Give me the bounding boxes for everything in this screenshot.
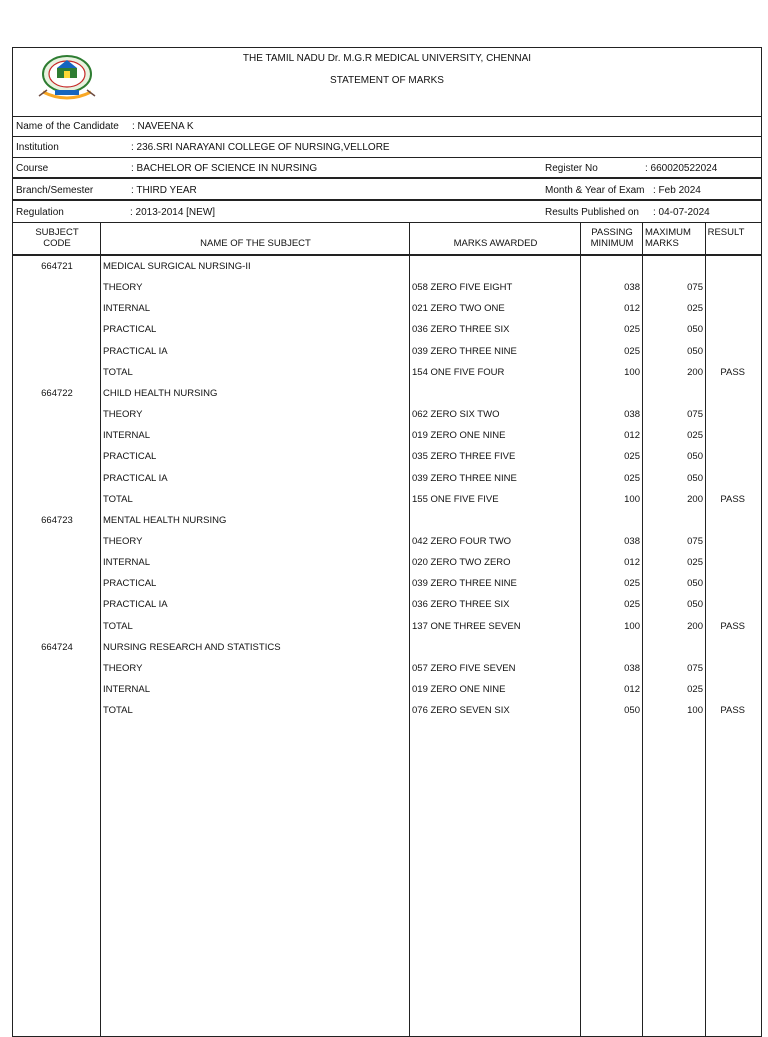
maximum-marks-header-line1: MAXIMUM [645,227,691,238]
table-row [13,532,761,553]
result-cell: PASS [720,493,745,505]
table-row [13,257,761,278]
university-name: THE TAMIL NADU Dr. M.G.R MEDICAL UNIVERSITY, CHENNAI [242,53,532,64]
marks-awarded-cell: 062 ZERO SIX TWO [412,409,500,421]
table-row [13,553,761,574]
subject-name-cell: TOTAL [103,366,133,378]
marks-awarded-header: MARKS AWARDED [453,238,538,249]
subject-name-cell: PRACTICAL IA [103,345,168,357]
passing-minimum-cell: 100 [624,493,640,505]
exam-value: : Feb 2024 [653,185,701,196]
subject-name-cell: THEORY [103,662,143,674]
regulation-label: Regulation [16,207,64,218]
passing-minimum-cell: 012 [624,303,640,315]
branch-label: Branch/Semester [16,185,94,196]
table-row [13,595,761,616]
marks-awarded-cell: 058 ZERO FIVE EIGHT [412,282,513,294]
passing-minimum-cell: 100 [624,620,640,632]
marks-awarded-cell: 036 ZERO THREE SIX [412,599,510,611]
table-row [13,659,761,680]
marks-awarded-cell: 019 ZERO ONE NINE [412,430,506,442]
subject-name-cell: THEORY [103,535,143,547]
subject-name-header: NAME OF THE SUBJECT [200,238,311,249]
subject-name-cell: INTERNAL [103,557,150,569]
subject-name-cell: INTERNAL [103,430,150,442]
subject-name-cell: PRACTICAL IA [103,472,168,484]
marks-awarded-cell: 076 ZERO SEVEN SIX [412,705,510,717]
subject-name-cell: PRACTICAL [103,451,157,463]
passing-minimum-cell: 012 [624,557,640,569]
table-row [13,490,761,511]
maximum-marks-cell: 025 [687,303,703,315]
table-row [13,701,761,722]
subject-name-cell: PRACTICAL IA [103,599,168,611]
passing-minimum-cell: 025 [624,599,640,611]
exam-label: Month & Year of Exam [545,185,645,196]
subject-name-cell: CHILD HEALTH NURSING [103,387,218,399]
results-value: : 04-07-2024 [653,207,710,218]
table-row [13,363,761,384]
result-cell: PASS [720,705,745,717]
maximum-marks-cell: 025 [687,557,703,569]
passing-minimum-cell: 025 [624,324,640,336]
candidate-name-label: Name of the Candidate [16,121,119,132]
subject-name-cell: INTERNAL [103,684,150,695]
passing-minimum-header-line2: MINIMUM [590,238,634,249]
marks-awarded-cell: 155 ONE FIVE FIVE [412,493,499,505]
maximum-marks-cell: 075 [687,409,703,421]
subject-code-cell: 664721 [41,261,73,272]
subject-code-header-line1: SUBJECT [35,227,79,238]
table-row [13,278,761,299]
passing-minimum-cell: 038 [624,282,640,294]
marks-awarded-cell: 039 ZERO THREE NINE [412,578,517,590]
marks-awarded-cell: 039 ZERO THREE NINE [412,345,517,357]
passing-minimum-header-line1: PASSING [591,227,633,238]
candidate-name-value: : NAVEENA K [132,121,194,132]
course-label: Course [16,163,49,174]
maximum-marks-cell: 100 [687,705,703,717]
table-row [13,511,761,532]
subject-name-cell: THEORY [103,409,143,421]
marks-awarded-cell: 036 ZERO THREE SIX [412,324,510,336]
institution-row [13,137,761,158]
table-row [13,680,761,701]
passing-minimum-header [581,227,643,249]
branch-value: : THIRD YEAR [131,185,197,196]
subject-name-cell: INTERNAL [103,303,150,315]
subject-name-cell: TOTAL [103,620,133,632]
register-value: : 660020522024 [645,163,718,174]
subject-name-cell: TOTAL [103,705,133,717]
marks-awarded-cell: 020 ZERO TWO ZERO [412,557,511,569]
institution-label: Institution [16,142,59,153]
marks-awarded-cell: 039 ZERO THREE NINE [412,472,517,484]
branch-row [13,180,761,201]
maximum-marks-cell: 050 [687,578,703,590]
subject-name-cell: PRACTICAL [103,578,157,590]
results-label: Results Published on [545,207,639,218]
maximum-marks-cell: 075 [687,282,703,294]
maximum-marks-header [643,227,707,249]
table-row [13,405,761,426]
course-value: : BACHELOR OF SCIENCE IN NURSING [131,163,318,174]
table-row [13,299,761,320]
marks-awarded-cell: 042 ZERO FOUR TWO [412,535,512,547]
subject-name-cell: TOTAL [103,493,133,505]
result-cell: PASS [720,366,745,378]
marks-awarded-cell: 154 ONE FIVE FOUR [412,366,505,378]
passing-minimum-cell: 012 [624,430,640,442]
subject-code-cell: 664724 [41,641,73,653]
subject-name-cell: NURSING RESEARCH AND STATISTICS [103,641,281,653]
subject-name-cell: PRACTICAL [103,324,157,336]
maximum-marks-cell: 075 [687,662,703,674]
subject-name-cell: THEORY [103,282,143,294]
maximum-marks-cell: 200 [687,620,703,632]
document-header [13,48,761,117]
marks-awarded-cell: 021 ZERO TWO ONE [412,303,505,315]
table-row [13,342,761,363]
subject-code-header [13,227,101,249]
maximum-marks-cell: 050 [687,451,703,463]
candidate-name-row [13,116,761,137]
table-row [13,426,761,447]
subject-name-cell: MEDICAL SURGICAL NURSING-II [103,261,251,272]
passing-minimum-cell: 025 [624,345,640,357]
maximum-marks-cell: 200 [687,493,703,505]
regulation-row [13,202,761,223]
statement-title: STATEMENT OF MARKS [330,75,444,86]
register-label: Register No [545,163,598,174]
passing-minimum-cell: 100 [624,366,640,378]
passing-minimum-cell: 025 [624,472,640,484]
result-header: RESULT [707,227,745,238]
maximum-marks-cell: 050 [687,324,703,336]
subject-code-header-line2: CODE [43,238,71,249]
maximum-marks-cell: 200 [687,366,703,378]
table-row [13,574,761,595]
passing-minimum-cell: 038 [624,409,640,421]
maximum-marks-header-line2: MARKS [645,238,679,249]
marks-statement-sheet [12,47,762,1037]
table-row [13,617,761,638]
marks-awarded-cell: 035 ZERO THREE FIVE [412,451,516,463]
passing-minimum-cell: 050 [624,705,640,717]
table-header [13,222,761,256]
course-row [13,158,761,179]
passing-minimum-cell: 038 [624,535,640,547]
maximum-marks-cell: 025 [687,684,703,695]
marks-awarded-cell: 057 ZERO FIVE SEVEN [412,662,516,674]
maximum-marks-cell: 050 [687,345,703,357]
subject-code-cell: 664723 [41,514,73,526]
table-row [13,638,761,659]
institution-value: : 236.SRI NARAYANI COLLEGE OF NURSING,VELLORE [131,142,390,153]
maximum-marks-cell: 050 [687,472,703,484]
table-row [13,320,761,341]
passing-minimum-cell: 025 [624,578,640,590]
maximum-marks-cell: 075 [687,535,703,547]
subject-name-cell: MENTAL HEALTH NURSING [103,514,227,526]
marks-awarded-cell: 019 ZERO ONE NINE [412,684,506,695]
table-row [13,469,761,490]
regulation-value: : 2013-2014 [NEW] [130,207,216,218]
marks-awarded-cell: 137 ONE THREE SEVEN [412,620,521,632]
maximum-marks-cell: 050 [687,599,703,611]
result-cell: PASS [720,620,745,632]
table-row [13,447,761,468]
passing-minimum-cell: 025 [624,451,640,463]
subject-code-cell: 664722 [41,387,73,399]
passing-minimum-cell: 012 [624,684,640,695]
passing-minimum-cell: 038 [624,662,640,674]
table-row [13,384,761,405]
maximum-marks-cell: 025 [687,430,703,442]
